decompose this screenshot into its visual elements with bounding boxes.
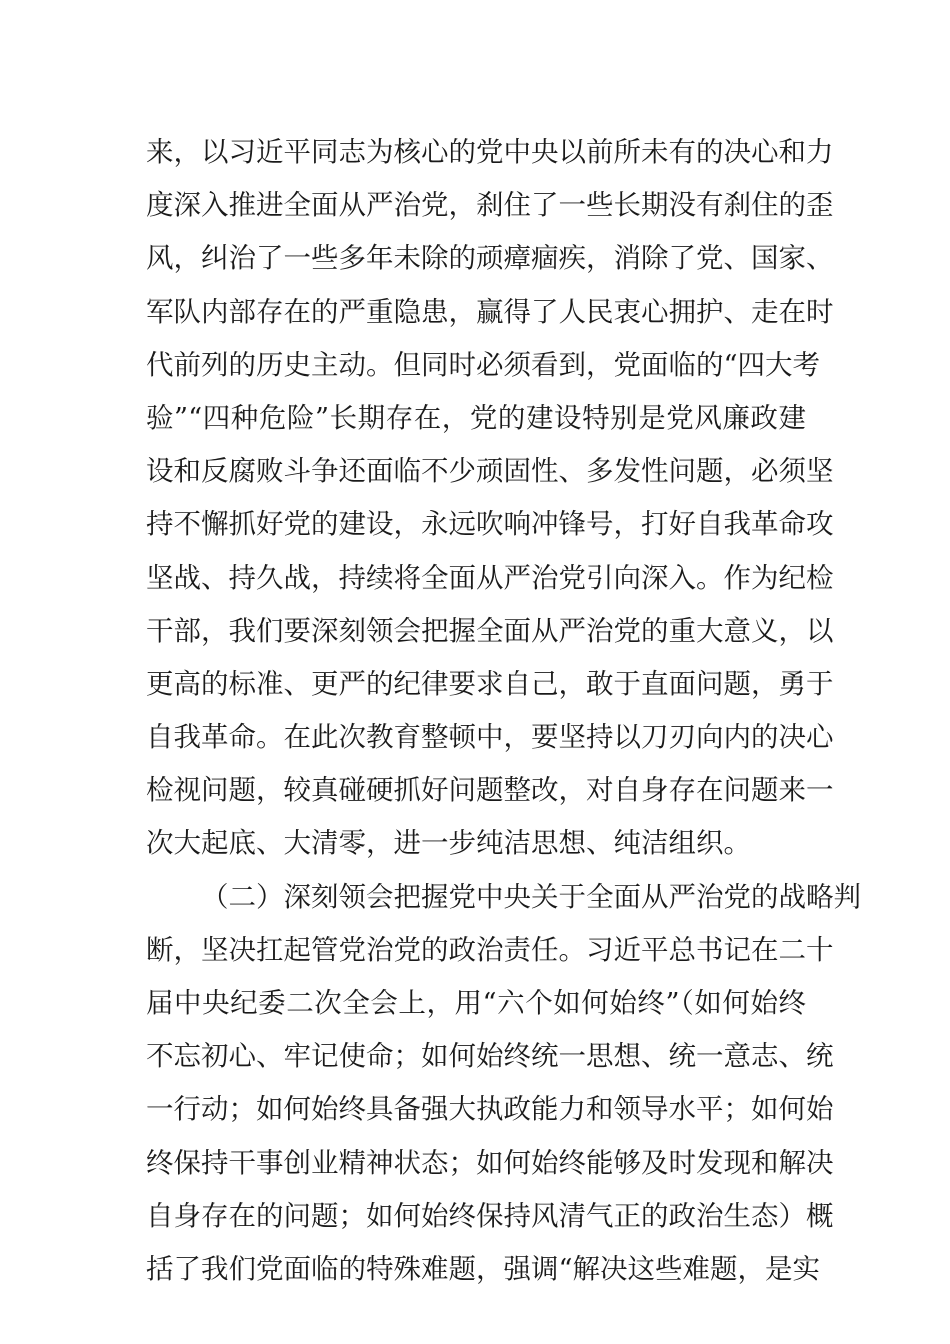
- text-line: 来，以习近平同志为核心的党中央以前所未有的决心和力: [146, 136, 834, 168]
- text-line: 届中央纪委二次全会上，用“六个如何始终”（如何始终: [146, 987, 806, 1019]
- text-line: 一行动；如何始终具备强大执政能力和领导水平；如何始: [146, 1093, 834, 1126]
- paragraph-end-line: 次大起底、大清零，进一步纯洁思想、纯洁组织。: [146, 827, 751, 860]
- text-line: 度深入推进全面从严治党，刹住了一些长期没有刹住的歪: [146, 189, 834, 222]
- text-line: 干部，我们要深刻领会把握全面从严治党的重大意义，以: [146, 614, 834, 647]
- text-line: 自身存在的问题；如何始终保持风清气正的政治生态）概: [146, 1199, 834, 1232]
- text-line: 括了我们党面临的特殊难题，强调“解决这些难题，是实: [146, 1252, 821, 1285]
- body-text: [146, 126, 861, 1296]
- text-line: 风，纠治了一些多年未除的顽瘴痼疾，消除了党、国家、: [146, 242, 834, 275]
- text-line: 坚战、持久战，持续将全面从严治党引向深入。作为纪检: [146, 561, 834, 594]
- text-line: 设和反腐败斗争还面临不少顽固性、多发性问题，必须坚: [146, 455, 834, 488]
- text-line: 检视问题，较真碰硬抓好问题整改，对自身存在问题来一: [146, 774, 834, 807]
- section-heading-line: （二）深刻领会把握党中央关于全面从严治党的战略判: [201, 880, 861, 913]
- text-line: 代前列的历史主动。但同时必须看到，党面临的“四大考: [146, 348, 821, 381]
- text-line: 军队内部存在的严重隐患，赢得了人民衷心拥护、走在时: [146, 295, 834, 328]
- text-line: 断，坚决扛起管党治党的政治责任。习近平总书记在二十: [146, 933, 834, 966]
- text-line: 自我革命。在此次教育整顿中，要坚持以刀刃向内的决心: [146, 721, 834, 754]
- text-line: 终保持干事创业精神状态；如何始终能够及时发现和解决: [146, 1146, 834, 1179]
- text-line: 更高的标准、更严的纪律要求自己，敢于直面问题，勇于: [146, 667, 834, 700]
- text-line: 验”“四种危险”长期存在，党的建设特别是党风廉政建: [146, 401, 806, 434]
- text-line: 不忘初心、牢记使命；如何始终统一思想、统一意志、统: [146, 1040, 834, 1073]
- text-line: 持不懈抓好党的建设，永远吹响冲锋号，打好自我革命攻: [146, 508, 834, 541]
